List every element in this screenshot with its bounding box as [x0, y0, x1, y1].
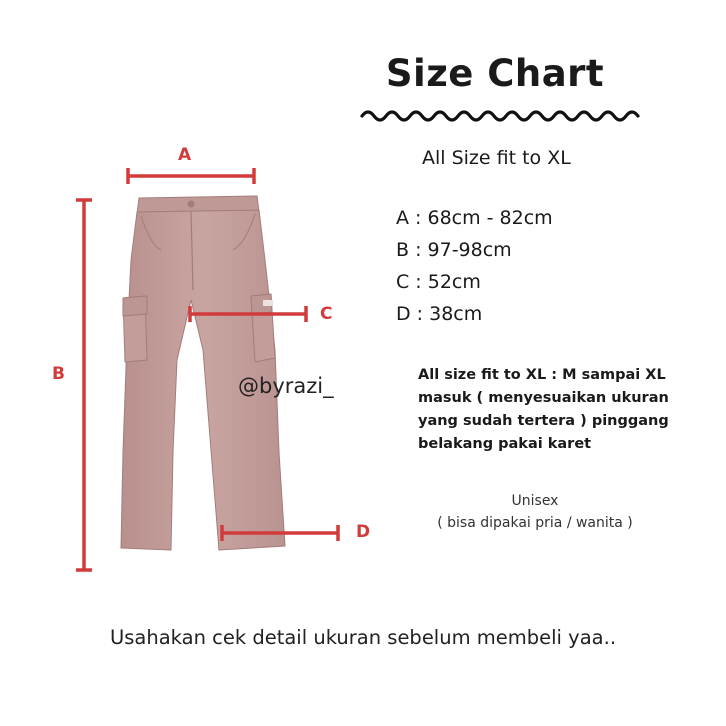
unisex-label: Unisex: [511, 493, 559, 509]
note-line: masuk ( menyesuaikan ukuran: [418, 390, 669, 406]
dimension-label-c: C: [320, 304, 333, 324]
watermark-handle: @byrazi_: [238, 374, 334, 398]
dimension-line-c: [190, 306, 306, 322]
unisex-detail: ( bisa dipakai pria / wanita ): [437, 515, 633, 531]
measurement-a: A : 68cm - 82cm: [396, 207, 553, 229]
dimension-label-a: A: [178, 145, 192, 165]
note-line: yang sudah tertera ) pinggang: [418, 413, 669, 429]
dimension-line-b: [76, 200, 92, 570]
dimension-label-b: B: [52, 364, 65, 384]
page-title: Size Chart: [385, 52, 605, 95]
footer-note: Usahakan cek detail ukuran sebelum membeli yaa..: [109, 626, 617, 649]
measurement-d: D : 38cm: [396, 303, 483, 325]
dimension-line-d: [222, 525, 338, 541]
dimension-label-d: D: [356, 522, 371, 542]
fit-line: All Size fit to XL: [422, 147, 571, 169]
dimension-line-a: [128, 168, 254, 184]
measurement-b: B : 97-98cm: [396, 239, 512, 261]
note-line: All size fit to XL : M sampai XL: [418, 367, 666, 383]
note-line: belakang pakai karet: [418, 436, 592, 452]
measurement-c: C : 52cm: [396, 271, 481, 293]
